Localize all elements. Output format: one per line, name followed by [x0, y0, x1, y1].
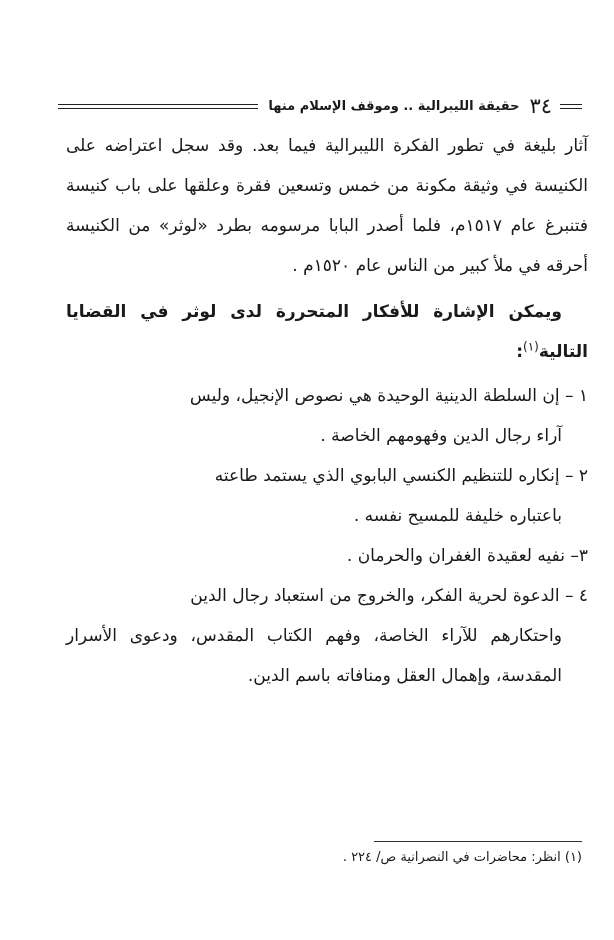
list-item-1-continuation: آراء رجال الدين وفهومهم الخاصة .: [320, 426, 562, 446]
header-rule-short: [560, 104, 582, 109]
body-text: [66, 126, 588, 696]
list-item-2: [66, 456, 588, 536]
list-item-4: [66, 576, 588, 696]
lead-colon: :: [516, 342, 523, 362]
header-rule-long: [58, 104, 258, 109]
list-item-2-first-line: ٢ – إنكاره للتنظيم الكنسي البابوي الذي يستمد طاعته: [214, 466, 588, 486]
footnote: (١) انظر: محاضرات في النصرانية ص/ ٢٢٤ .: [342, 850, 582, 865]
list-item-1: [66, 376, 588, 456]
list-item-1-first-line: ١ – إن السلطة الدينية الوحيدة هي نصوص الإنجيل، وليس: [189, 386, 588, 406]
list-item-2-continuation: باعتباره خليفة للمسيح نفسه .: [353, 506, 562, 526]
running-title: حقيقة الليبرالية .. وموقف الإسلام منها: [268, 98, 520, 114]
lead-paragraph-text: ويمكن الإشارة للأفكار المتحررة لدى لوثر في القضايا التالية: [66, 302, 588, 362]
list-item-4-first-line: ٤ – الدعوة لحرية الفكر، والخروج من استعباد رجال الدين: [190, 586, 588, 606]
intro-paragraph: آثار بليغة في تطور الفكرة الليبرالية فيما بعد. وقد سجل اعتراضه على الكنيسة في وثيقة مكونة من خمس وتسعين فقرة وعلقها على باب كنيسة فتنبرغ عام ١٥١٧م، فلما أصدر البابا مرسومه بطرد «لوثر» من الكنيسة أحرقه في ملأ كبير من الناس عام ١٥٢٠م .: [66, 136, 589, 276]
lead-paragraph: [66, 292, 588, 372]
footnote-reference: (١): [523, 339, 539, 354]
page-number: ٣٤: [529, 93, 552, 118]
footnote-divider: [374, 841, 582, 842]
page-header: [58, 94, 582, 118]
list-item-3-first-line: ٣– نفيه لعقيدة الغفران والحرمان .: [346, 546, 588, 566]
list-item-3: [66, 536, 588, 576]
list-item-4-continuation: واحتكارهم للآراء الخاصة، وفهم الكتاب المقدس، ودعوى الأسرار المقدسة، وإهمال العقل ومنافاته باسم الدين.: [66, 626, 562, 686]
